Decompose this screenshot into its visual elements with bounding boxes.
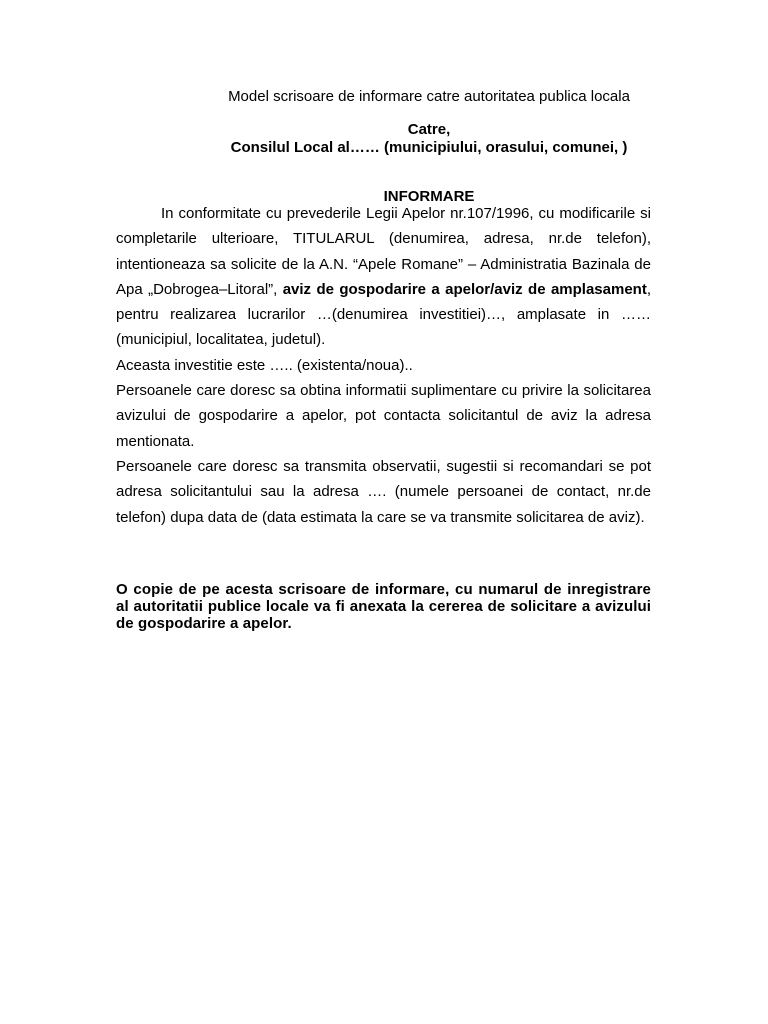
paragraph-investment-status: Aceasta investitie este ….. (existenta/noua).. xyxy=(116,356,413,374)
recipient-catre: Catre, xyxy=(407,121,451,138)
paragraph1-bold: aviz de gospodarire a apelor/aviz de amplasament xyxy=(282,280,647,298)
document-title: INFORMARE xyxy=(383,188,475,205)
paragraph-observations: Persoanele care doresc sa transmita observatii, sugestii si recomandari se pot adresa solicitantului sau la adresa …. (numele persoanei de contact, nr.de telefon) dupa data de (data estimata la care se va transmite solicitarea de aviz). xyxy=(116,457,651,526)
paragraph1-part1: In conformitate cu prevederile Legii Apelor nr.107/1996, cu modificarile si completarile ulterioare, TITULARUL (denumirea, adresa, nr.de telefon), intentioneaza sa solicite de la A.N. “Apele Romane” – Administratia Bazinala de Apa „Dobrogea–Litoral”, xyxy=(116,205,651,298)
paragraph-legal-basis xyxy=(116,201,651,353)
final-note: O copie de pe acesta scrisoare de informare, cu numarul de inregistrare al autoritatii publice locale va fi anexata la cererea de solicitare a avizului de gospodarire a apelor. xyxy=(116,581,651,632)
paragraph1-part2: , pentru realizarea lucrarilor …(denumirea investitiei)…, amplasate in ……(municipiul, localitatea, judetul). xyxy=(116,280,651,349)
paragraph-information-contact: Persoanele care doresc sa obtina informatii suplimentare cu privire la solicitarea avizului de gospodarire a apelor, pot contacta solicitantul de aviz la adresa mentionata. xyxy=(116,382,651,450)
letter-body xyxy=(116,201,651,530)
model-title: Model scrisoare de informare catre autoritatea publica locala xyxy=(228,88,630,105)
recipient-council: Consilul Local al…… (municipiului, orasului, comunei, ) xyxy=(230,139,628,156)
